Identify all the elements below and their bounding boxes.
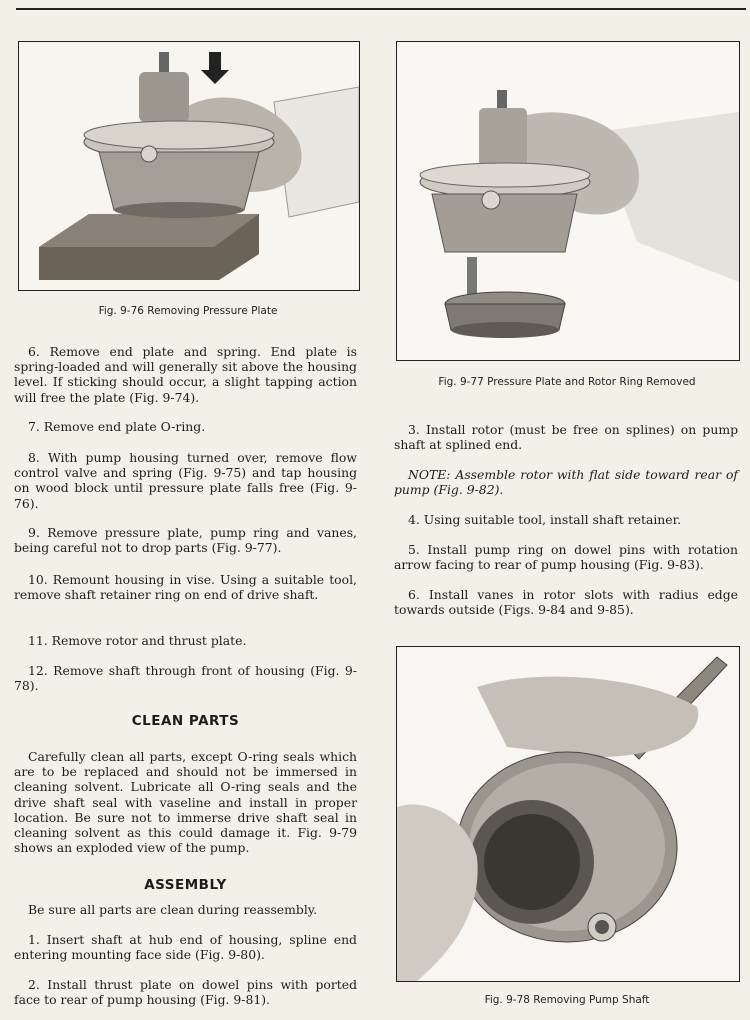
step-12-text: 12. Remove shaft through front of housing (Fig. 9-78). — [14, 663, 357, 694]
top-rule — [16, 8, 746, 10]
note-text: NOTE: Assemble rotor with flat side toward rear of pump (Fig. 9-82). — [394, 467, 738, 498]
clean-parts-body: Carefully clean all parts, except O-ring seals which are to be replaced and should not be immersed in cleaning solvent. Lubricate all O-ring seals and the drive shaft seal with vaseline and install in proper location. Be sure not to immerse drive shaft seal in cleaning solvent as this could damage it. Fig. 9-79 shows an exploded view of the pump. — [14, 749, 357, 856]
figure-9-78-caption: Fig. 9-78 Removing Pump Shaft — [484, 994, 650, 1006]
step-5-text: 5. Install pump ring on dowel pins with rotation arrow facing to rear of pump housing (Fig. 9-83). — [394, 542, 738, 573]
clean-parts-heading: CLEAN PARTS — [131, 713, 240, 729]
step-8-text: 8. With pump housing turned over, remove flow control valve and spring (Fig. 9-75) and tap housing on wood block until pressure plate falls free (Fig. 9-76). — [14, 450, 357, 511]
step-10-text: 10. Remount housing in vise. Using a suitable tool, remove shaft retainer ring on end of drive shaft. — [14, 572, 357, 603]
step-11-text: 11. Remove rotor and thrust plate. — [28, 633, 247, 648]
assembly-step-1: 1. Insert shaft at hub end of housing, spline end entering mounting face side (Fig. 9-80). — [14, 932, 357, 963]
figure-9-77-caption: Fig. 9-77 Pressure Plate and Rotor Ring Removed — [438, 376, 696, 388]
assembly-step-2: 2. Install thrust plate on dowel pins with ported face to rear of pump housing (Fig. 9-81). — [14, 977, 357, 1008]
figure-9-77-photo — [396, 41, 740, 361]
figure-9-76-photo — [18, 41, 360, 291]
step-4-text: 4. Using suitable tool, install shaft retainer. — [408, 512, 682, 527]
step-9-text: 9. Remove pressure plate, pump ring and vanes, being careful not to drop parts (Fig. 9-77). — [14, 525, 357, 556]
figure-9-76-caption: Fig. 9-76 Removing Pressure Plate — [98, 305, 278, 317]
step-6-text: 6. Remove end plate and spring. End plate is spring-loaded and will generally sit above the housing level. If sticking should occur, a slight tapping action will free the plate (Fig. 9-74). — [14, 344, 357, 405]
step-6-right-text: 6. Install vanes in rotor slots with radius edge towards outside (Figs. 9-84 and 9-85). — [394, 587, 738, 618]
step-3-text: 3. Install rotor (must be free on splines) on pump shaft at splined end. — [394, 422, 738, 453]
assembly-intro: Be sure all parts are clean during reassembly. — [28, 902, 318, 917]
assembly-heading: ASSEMBLY — [144, 877, 227, 893]
step-7-text: 7. Remove end plate O-ring. — [28, 419, 206, 434]
figure-9-78-photo — [396, 646, 740, 982]
